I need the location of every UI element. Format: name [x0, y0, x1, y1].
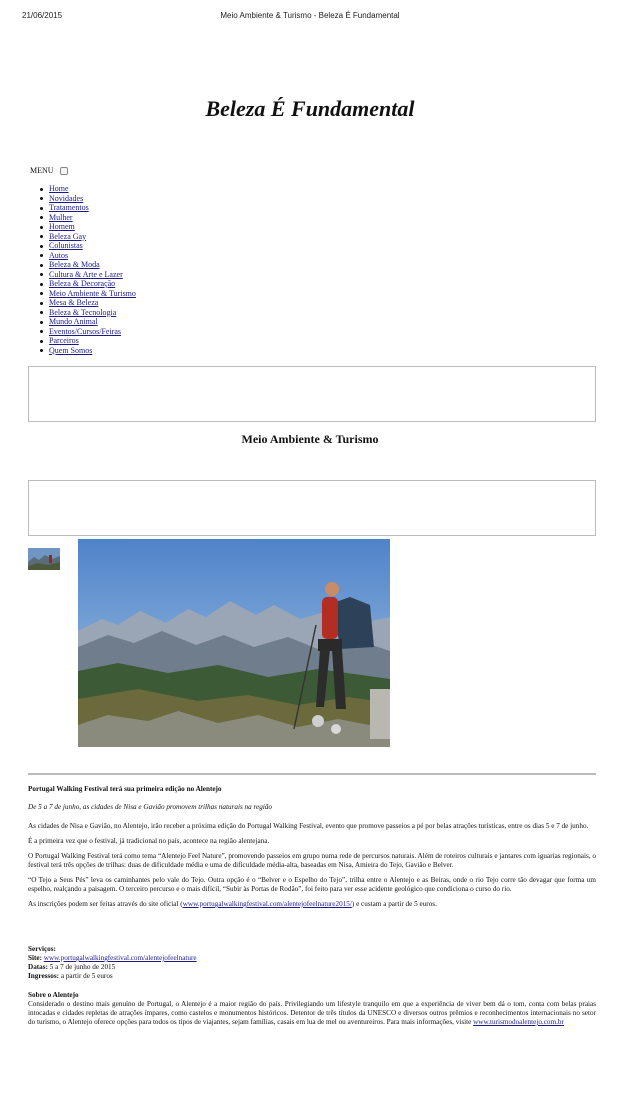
print-header	[0, 0, 620, 24]
dates-label: Datas:	[28, 963, 48, 971]
tickets-value: a partir de 5 euros	[60, 972, 113, 980]
festival-site-link[interactable]: www.portugalwalkingfestival.com/alentejofeelnature2015/	[182, 900, 352, 908]
nav-item-mesa	[40, 298, 136, 308]
nav-link-mundo-animal[interactable]: Mundo Animal	[49, 317, 98, 326]
ad-banner-top[interactable]	[28, 366, 596, 422]
nav-item-decoracao	[40, 279, 136, 289]
nav-link-parceiros[interactable]: Parceiros	[49, 336, 79, 345]
about-text: Considerado o destino mais genuíno de Portugal, o Alentejo é a maior região do país. Privilegiando um lifestyle tranquilo em que a experiência de viver bem dá o tom, conta com belas praias intocadas e cidades repletas de atrações ímpares, como castelos e monumentos históricos. Detentor de três títulos da UNESCO e diversos outros prêmios e reconhecimentos internacionais no setor do turismo, o Alentejo oferece opções para todos os tipos de viajantes, sejam famílias, casais em lua de mel ou aventureiros. Para mais informações, visite www.turismodoalentejo.com.br	[28, 1000, 596, 1026]
nav-item-tecnologia	[40, 308, 136, 318]
nav-link-beleza-gay[interactable]: Beleza Gay	[49, 231, 87, 241]
nav-item-novidades	[40, 194, 136, 204]
nav-link-tratamentos[interactable]: Tratamentos	[49, 203, 89, 212]
print-date: 21/06/2015	[22, 11, 63, 20]
nav-link-cultura[interactable]: Cultura & Arte e Lazer	[49, 269, 123, 279]
main-nav	[40, 184, 136, 355]
nav-link-homem[interactable]: Homem	[49, 222, 75, 231]
site-title[interactable]: Beleza É Fundamental	[205, 96, 415, 121]
nav-link-eventos[interactable]: Eventos/Cursos/Feiras	[49, 326, 121, 336]
hiker-mountain-photo	[78, 539, 390, 747]
services-block	[28, 945, 596, 1027]
article-headline: Portugal Walking Festival terá sua primeira edição no Alentejo	[28, 785, 222, 793]
nav-link-novidades[interactable]: Novidades	[49, 193, 84, 203]
article-lead: De 5 a 7 de junho, as cidades de Nisa e Gavião promovem trilhas naturais na região	[28, 803, 273, 811]
tickets-label: Ingressos:	[28, 972, 60, 980]
article-paragraph: “O Tejo a Seus Pés” leva os caminhantes pelo vale do Tejo. Outra opção é o “Belver e o Espelho do Tejo”, trilha entre o Alentejo e as Beiras, onde o rio Tejo corre tão devagar que forma um espelho, realçando a paisagem. O terceiro percurso e o mais difícil, “Subir às Portas de Rodão”, foi feito para ver esse acidente geológico que condiciona o curso do rio.	[28, 876, 596, 893]
menu-label: MENU	[30, 166, 54, 175]
nav-item-mulher	[40, 213, 136, 223]
nav-item-cultura	[40, 270, 136, 280]
nav-link-quem-somos[interactable]: Quem Somos	[49, 345, 93, 355]
nav-link-tecnologia[interactable]: Beleza & Tecnologia	[49, 307, 117, 317]
nav-link-autos[interactable]: Autos	[49, 250, 69, 260]
nav-link-mesa[interactable]: Mesa & Beleza	[49, 298, 99, 307]
nav-item-beleza-moda	[40, 260, 136, 270]
article-paragraph: É a primeira vez que o festival, já tradicional no país, acontece na região alentejana.	[28, 837, 270, 845]
nav-link-meio-ambiente[interactable]: Meio Ambiente & Turismo	[49, 288, 136, 298]
services-title: Serviços:	[28, 945, 56, 953]
inscription-paragraph: As inscrições podem ser feitas através do site oficial (www.portugalwalkingfestival.com/alentejofeelnature2015/) e custam a partir de 5 euros.	[28, 900, 437, 908]
nav-item-colunistas	[40, 241, 136, 251]
article-paragraph: O Portugal Walking Festival terá como tema “Alentejo Feel Nature”, promovendo passeios em grupo numa rede de percursos naturais. Além de roteiros culturais e jantares com iguarias regionais, o festival terá três opções de trilhas: duas de dificuldade média e uma de dificuldade média-alta, baseadas em Nisa, Amieira do Tejo, Gavião e Belver.	[28, 852, 596, 869]
section-title: Meio Ambiente & Turismo	[241, 432, 379, 446]
nav-item-parceiros	[40, 336, 136, 346]
nav-link-home[interactable]: Home	[49, 184, 69, 193]
site-label: Site:	[28, 954, 42, 962]
article-paragraph: As cidades de Nisa e Gavião, no Alentejo, irão receber a próxima edição do Portugal Walking Festival, evento que promove passeios a pé por belas atrações turísticas, entre os dias 5 e 7 de junho.	[28, 822, 589, 830]
nav-item-beleza-gay	[40, 232, 136, 242]
nav-item-quem-somos	[40, 346, 136, 356]
nav-item-homem	[40, 222, 136, 232]
dates-value: 5 a 7 de junho de 2015	[49, 963, 116, 971]
menu-toggle-checkbox[interactable]	[60, 167, 68, 175]
article-body	[28, 785, 596, 1027]
nav-item-tratamentos	[40, 203, 136, 213]
nav-item-eventos	[40, 327, 136, 337]
ad-banner-middle[interactable]	[28, 480, 596, 536]
nav-link-decoracao[interactable]: Beleza & Decoração	[49, 279, 116, 288]
content-divider	[28, 773, 596, 775]
nav-link-colunistas[interactable]: Colunistas	[49, 241, 83, 250]
tourism-site-link[interactable]: www.turismodoalentejo.com.br	[473, 1018, 564, 1026]
services-site-link[interactable]: www.portugalwalkingfestival.com/alentejofeelnature	[43, 954, 197, 962]
nav-item-meio-ambiente	[40, 289, 136, 299]
nav-item-home	[40, 184, 136, 194]
nav-link-mulher[interactable]: Mulher	[49, 212, 73, 222]
menu-toggle-row[interactable]	[30, 166, 68, 175]
about-title: Sobre o Alentejo	[28, 991, 79, 999]
nav-item-mundo-animal	[40, 317, 136, 327]
nav-link-beleza-moda[interactable]: Beleza & Moda	[49, 260, 100, 269]
nav-item-autos	[40, 251, 136, 261]
print-page-title: Meio Ambiente & Turismo - Beleza É Fundamental	[220, 11, 400, 20]
hiker-thumbnail-image[interactable]	[28, 548, 60, 570]
